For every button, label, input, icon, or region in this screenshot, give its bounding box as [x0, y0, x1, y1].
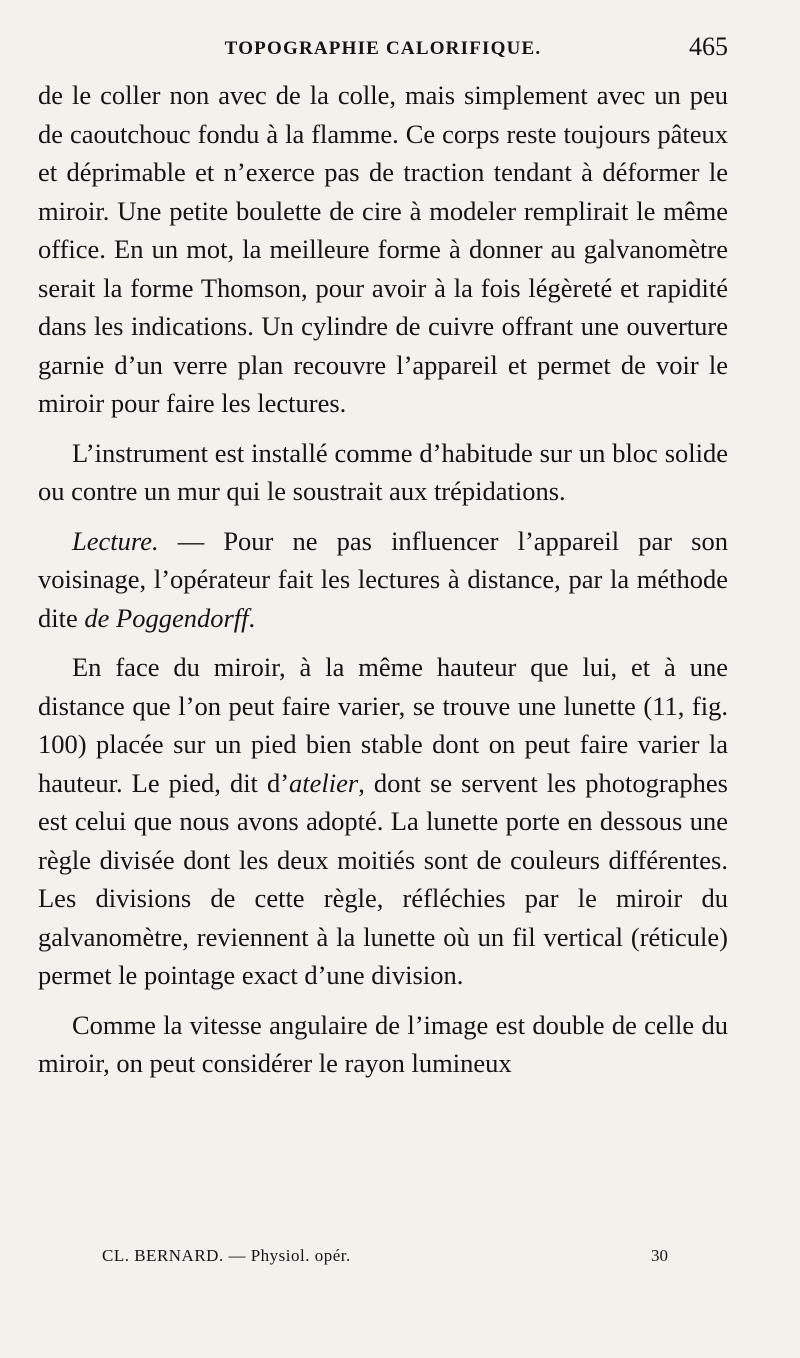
method-name: de Poggendorff — [84, 602, 249, 633]
page-number: 465 — [689, 32, 728, 61]
paragraph-3-text: — Pour ne pas influencer l’appareil par son voisinage, l’opérateur fait les lectures à distance, par la méthode dite — [38, 525, 728, 633]
running-title: TOPOGRAPHIE CALORIFIQUE. — [224, 38, 542, 59]
signature-mark: 30 — [651, 1246, 668, 1265]
atelier-term: atelier — [289, 767, 359, 798]
paragraph-3-tail: . — [248, 602, 256, 633]
paragraph-1: de le coller non avec de la colle, mais simplement avec un peu de caoutchouc fondu à la flamme. Ce corps reste toujours pâteux et déprimable et n’exerce pas de traction tendant à déformer le miroir. Une petite boulette de cire à modeler remplirait le même office. En un mot, la meilleure forme à donner au galvanomètre serait la forme Thomson, pour avoir à la fois légèreté et rapidité dans les indications. Un cylindre de cuivre offrant une ouverture garnie d’un verre plan recouvre l’appareil et permet de voir le miroir pour faire les lectures. — [38, 80, 728, 418]
paragraph-4-text: En face du miroir, à la même hauteur que lui, et à une distance que l’on peut faire varier, se trouve une lunette (11, fig. 100) placée sur un pied bien stable dont on peut faire varier la hauteur. Le pied, dit d’ — [38, 652, 728, 798]
paragraph-4-tail: , dont se servent les photographes est celui que nous avons adopté. La lunette porte en dessous une règle divisée dont les deux moitiés sont de couleurs différentes. Les divisions de cette règle, réfléchies par le miroir du galvanomètre, reviennent à la lunette où un fil vertical (réticule) permet le pointage exact d’une division. — [38, 767, 728, 990]
footer-author-title: CL. BERNARD. — Physiol. opér. — [102, 1246, 351, 1265]
book-page — [38, 30, 728, 1340]
section-lead: Lecture. — [72, 525, 159, 556]
body-text — [38, 76, 728, 1083]
paragraph-5: Comme la vitesse angulaire de l’image est double de celle du miroir, on peut considérer le rayon lumineux — [38, 1009, 728, 1078]
page-footer — [38, 1246, 728, 1276]
paragraph-4 — [38, 648, 728, 995]
paragraph-3 — [38, 522, 728, 638]
paragraph-2: L’instrument est installé comme d’habitude sur un bloc solide ou contre un mur qui le soustrait aux trépidations. — [38, 437, 728, 506]
page-header — [38, 30, 728, 76]
